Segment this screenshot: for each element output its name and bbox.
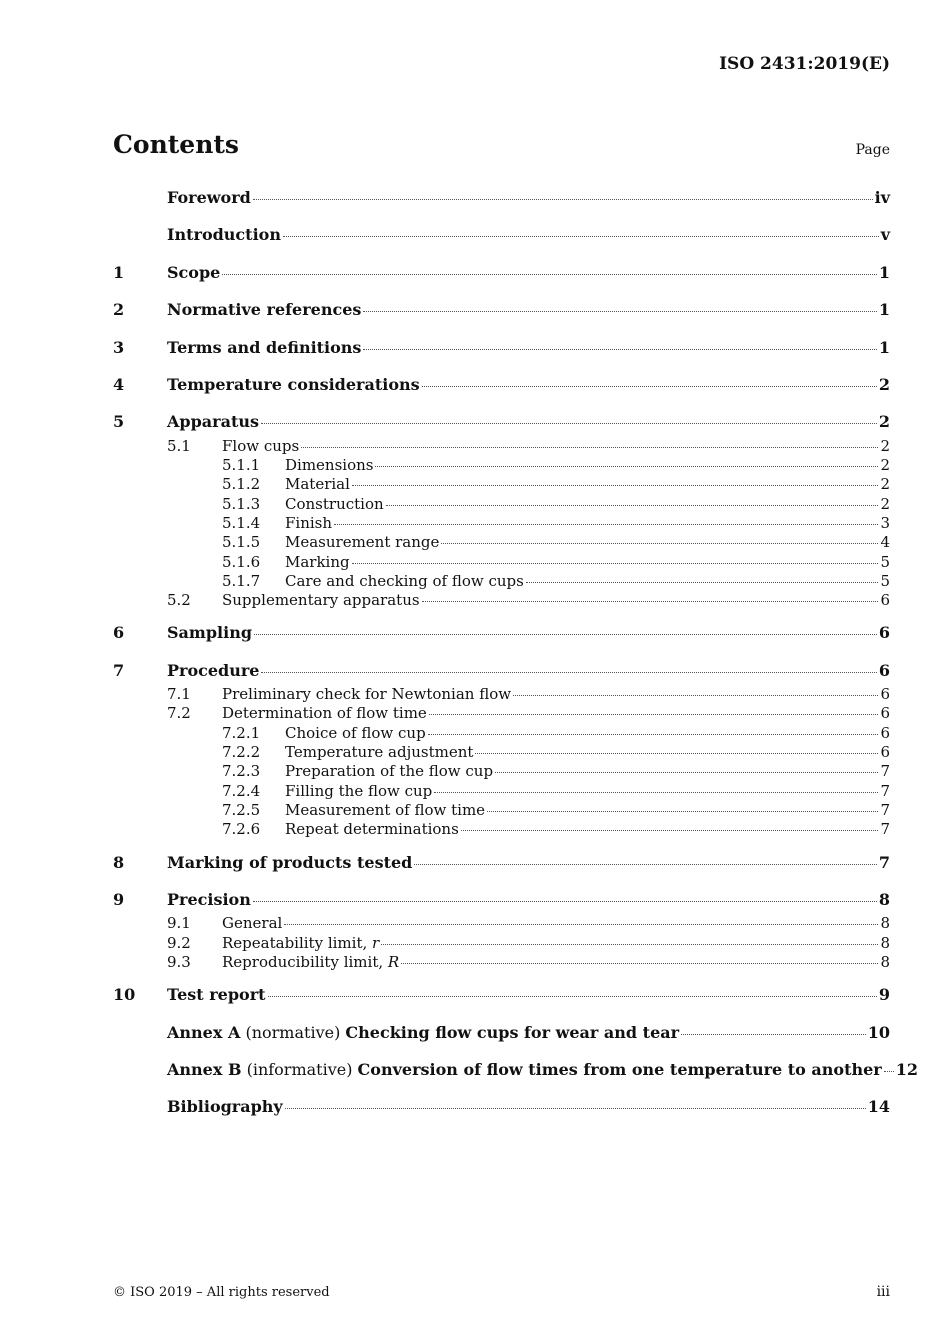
dot-leader	[301, 447, 878, 448]
toc-entry-page: 7	[878, 852, 890, 872]
dot-leader	[495, 772, 878, 773]
toc-entry-title: Precision	[167, 889, 251, 909]
dot-leader	[475, 753, 878, 754]
standard-id: ISO 2431:2019(E)	[719, 54, 890, 74]
toc-entry[interactable]	[113, 553, 890, 572]
dot-leader	[253, 199, 873, 200]
toc-entry-title: Introduction	[167, 225, 281, 245]
toc-entry-page: 7	[880, 800, 890, 819]
toc-entry-title: Bibliography	[167, 1097, 283, 1117]
toc-entry[interactable]	[113, 782, 890, 801]
toc-entry-page: 2	[880, 456, 890, 475]
toc-entry-number: 9.1	[167, 914, 191, 933]
toc-entry-number: 7.2.5	[222, 800, 261, 819]
toc-entry-number: 7.2.4	[222, 781, 261, 800]
dot-leader	[375, 466, 878, 467]
toc-entry-title: Material	[285, 475, 350, 494]
toc-entry-page: v	[880, 225, 890, 245]
toc-entry-number: 7.2.2	[222, 743, 261, 762]
dot-leader	[428, 734, 879, 735]
toc-entry[interactable]	[113, 801, 890, 820]
toc-entry-title: Temperature considerations	[167, 374, 420, 394]
toc-entry-number: 7.1	[167, 685, 191, 704]
toc-entry[interactable]	[113, 221, 890, 249]
toc-entry-number: 5.1.7	[222, 571, 261, 590]
toc-entry[interactable]	[113, 1019, 890, 1047]
toc-entry-number: 5.1.3	[222, 494, 261, 513]
toc-entry-page: 8	[878, 889, 890, 909]
toc-entry-title: Terms and definitions	[167, 337, 362, 357]
toc-entry-title: Foreword	[167, 188, 251, 207]
toc-entry-page: 6	[880, 704, 890, 723]
toc-entry-title: Procedure	[167, 660, 260, 680]
toc-entry[interactable]	[113, 371, 890, 399]
toc-entry[interactable]	[113, 685, 890, 704]
toc-entry-number: 5.1	[167, 436, 191, 455]
toc-entry[interactable]	[113, 1056, 918, 1084]
toc-entry-number: 7.2	[167, 704, 191, 723]
page-title: Contents	[113, 130, 240, 159]
toc-entry-title: Test report	[167, 985, 266, 1005]
toc-entry-number: 5	[113, 412, 125, 432]
toc-entry-number: 7.2.3	[222, 762, 261, 781]
toc-entry[interactable]	[113, 619, 890, 647]
toc-entry-title: Filling the flow cup	[285, 781, 433, 800]
dot-leader	[363, 349, 876, 350]
toc-entry-page: 8	[880, 952, 890, 971]
toc-entry-title: Choice of flow cup	[285, 723, 426, 742]
toc-entry-page: 10	[867, 1022, 890, 1042]
toc-entry-number: 3	[113, 337, 125, 357]
toc-entry[interactable]	[113, 762, 890, 781]
dot-leader	[283, 236, 879, 237]
toc-entry[interactable]	[113, 437, 890, 456]
toc-entry-title: Marking	[285, 552, 350, 571]
dot-leader	[681, 1034, 866, 1035]
toc-entry-page: 2	[880, 436, 890, 455]
dot-leader	[422, 601, 879, 602]
toc-entry-number: 7.2.1	[222, 723, 261, 742]
toc-entry-page: 1	[878, 337, 890, 357]
toc-entry-page: iv	[874, 188, 890, 207]
toc-entry-page: 2	[880, 494, 890, 513]
dot-leader	[461, 830, 879, 831]
toc-entry-title: Sampling	[167, 623, 253, 643]
toc-entry-number: 5.1.5	[222, 533, 261, 552]
toc-entry-number: 2	[113, 300, 125, 320]
dot-leader	[487, 811, 878, 812]
toc-entry-page: 6	[880, 591, 890, 610]
dot-leader	[386, 505, 879, 506]
toc-entry[interactable]	[113, 657, 890, 685]
toc-entry-page: 14	[867, 1097, 890, 1117]
dot-leader	[261, 423, 877, 424]
toc-entry-page: 6	[880, 685, 890, 704]
dot-leader	[285, 1108, 866, 1109]
toc-entry-page: 6	[878, 660, 890, 680]
toc-entry-title: Temperature adjustment	[285, 743, 474, 762]
toc-entry-page: 8	[880, 914, 890, 933]
dot-leader	[429, 714, 879, 715]
dot-leader	[513, 695, 878, 696]
toc-entry-page: 9	[878, 985, 890, 1005]
toc-entry[interactable]	[113, 820, 890, 839]
dot-leader	[352, 485, 879, 486]
toc-entry-title: Annex A (normative) Checking flow cups for wear and tear	[167, 1022, 680, 1042]
toc-entry-page: 2	[878, 374, 890, 394]
dot-leader	[441, 543, 878, 544]
toc-entry-title: Apparatus	[167, 412, 259, 432]
toc-entry-number: 9.2	[167, 933, 191, 952]
page-column-label: Page	[855, 142, 890, 158]
page-number: iii	[876, 1284, 890, 1300]
toc-entry-number: 10	[113, 985, 136, 1005]
toc-entry-page: 6	[880, 723, 890, 742]
toc-entry-page: 7	[880, 820, 890, 839]
toc-entry-number: 5.1.4	[222, 513, 261, 532]
toc-entry-title: Normative references	[167, 300, 362, 320]
toc-entry[interactable]	[113, 591, 890, 610]
toc-entry[interactable]	[113, 572, 890, 591]
toc-entry-page: 6	[878, 623, 890, 643]
toc-entry-page: 5	[880, 571, 890, 590]
toc-entry[interactable]	[113, 724, 890, 743]
toc-entry-page: 8	[880, 933, 890, 952]
toc-entry-page: 4	[880, 533, 890, 552]
toc-entry[interactable]	[113, 456, 890, 475]
toc-entry[interactable]	[113, 408, 890, 436]
dot-leader	[253, 901, 877, 902]
toc-entry[interactable]	[113, 743, 890, 762]
toc-entry[interactable]	[113, 849, 890, 877]
table-of-contents	[113, 184, 918, 1122]
toc-entry-number: 8	[113, 852, 125, 872]
toc-entry[interactable]	[113, 296, 890, 324]
toc-entry-title: Dimensions	[285, 456, 374, 475]
toc-entry-title: Flow cups	[222, 436, 300, 455]
toc-entry-title: General	[222, 914, 283, 933]
toc-entry-title: Annex B (informative) Conversion of flow times from one temperature to another	[167, 1060, 882, 1080]
dot-leader	[284, 924, 878, 925]
toc-entry-title: Reproducibility limit, R	[222, 952, 400, 971]
toc-entry-page: 2	[878, 412, 890, 432]
toc-entry[interactable]	[113, 533, 890, 552]
toc-entry[interactable]	[113, 953, 890, 972]
toc-entry[interactable]	[113, 334, 890, 362]
toc-entry-title: Supplementary apparatus	[222, 591, 420, 610]
dot-leader	[268, 996, 877, 997]
dot-leader	[254, 634, 877, 635]
toc-entry-page: 1	[878, 262, 890, 282]
toc-entry-number: 5.1.1	[222, 456, 261, 475]
toc-entry-number: 1	[113, 262, 125, 282]
dot-leader	[352, 563, 879, 564]
dot-leader	[401, 963, 878, 964]
toc-entry-number: 9	[113, 889, 125, 909]
dot-leader	[434, 792, 878, 793]
copyright-notice: © ISO 2019 – All rights reserved	[113, 1285, 330, 1300]
dot-leader	[222, 274, 877, 275]
toc-entry-title: Marking of products tested	[167, 852, 413, 872]
toc-entry[interactable]	[113, 514, 890, 533]
toc-entry[interactable]	[113, 495, 890, 514]
toc-entry-number: 7	[113, 660, 125, 680]
toc-entry-page: 7	[880, 762, 890, 781]
toc-entry[interactable]	[113, 886, 890, 914]
dot-leader	[422, 386, 877, 387]
toc-entry-title: Measurement range	[285, 533, 440, 552]
toc-entry-title: Repeat determinations	[285, 820, 459, 839]
toc-entry[interactable]	[113, 1093, 890, 1121]
toc-entry-number: 9.3	[167, 952, 191, 971]
toc-entry-number: 7.2.6	[222, 820, 261, 839]
toc-entry-number: 5.1.2	[222, 475, 261, 494]
toc-entry-page: 12	[895, 1060, 918, 1080]
toc-entry-number: 5.1.6	[222, 552, 261, 571]
toc-entry-title: Care and checking of flow cups	[285, 571, 524, 590]
toc-entry-page: 7	[880, 781, 890, 800]
toc-entry-number: 6	[113, 623, 125, 643]
toc-entry-title: Finish	[285, 513, 333, 532]
dot-leader	[334, 524, 878, 525]
dot-leader	[381, 944, 878, 945]
toc-entry-page: 5	[880, 552, 890, 571]
toc-entry[interactable]	[113, 475, 890, 494]
toc-entry-number: 5.2	[167, 591, 191, 610]
toc-entry-title: Preparation of the flow cup	[285, 762, 494, 781]
toc-entry[interactable]	[113, 934, 890, 953]
dot-leader	[884, 1071, 894, 1072]
toc-entry-title: Construction	[285, 494, 384, 513]
toc-entry-page: 1	[878, 300, 890, 320]
toc-entry-page: 6	[880, 743, 890, 762]
toc-entry-page: 2	[880, 475, 890, 494]
toc-entry-title: Preliminary check for Newtonian flow	[222, 685, 512, 704]
toc-entry[interactable]	[113, 704, 890, 723]
toc-entry-title: Scope	[167, 262, 221, 282]
dot-leader	[526, 582, 879, 583]
dot-leader	[363, 311, 876, 312]
dot-leader	[414, 864, 877, 865]
toc-entry[interactable]	[113, 184, 890, 212]
toc-entry[interactable]	[113, 981, 890, 1009]
dot-leader	[261, 672, 876, 673]
toc-entry-number: 4	[113, 374, 125, 394]
toc-entry[interactable]	[113, 914, 890, 933]
toc-entry-page: 3	[880, 513, 890, 532]
toc-entry-title: Repeatability limit, r	[222, 933, 380, 952]
toc-entry[interactable]	[113, 259, 890, 287]
toc-entry-title: Measurement of flow time	[285, 800, 486, 819]
toc-entry-title: Determination of flow time	[222, 704, 427, 723]
